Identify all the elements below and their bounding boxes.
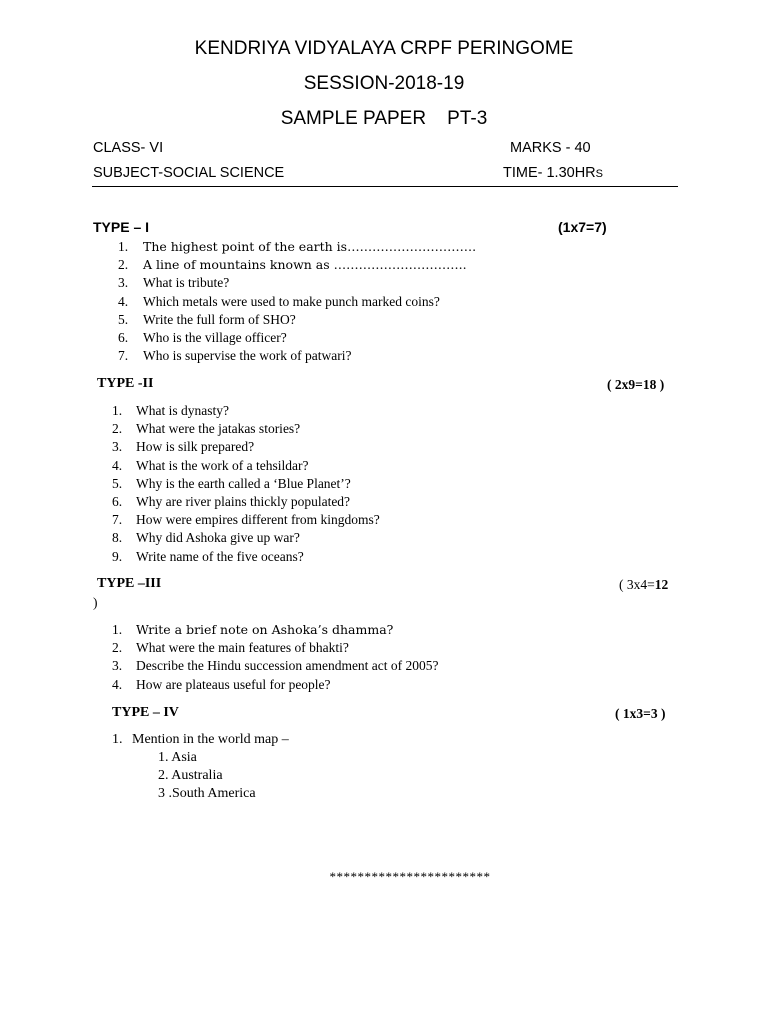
header-divider [92, 186, 678, 187]
time-label-text: TIME- 1.30HR [503, 165, 596, 181]
type4-question [112, 732, 289, 748]
type2-marks: ( 2x9=18 ) [607, 377, 665, 392]
map-item-australia: 2. Australia [158, 768, 223, 783]
type1-marks: (1x7=7) [558, 219, 607, 235]
type4-question-number: 1. [112, 732, 123, 747]
time-label [503, 165, 603, 181]
type4-question-text: Mention in the world map – [132, 732, 289, 747]
class-label: CLASS- VI [93, 140, 164, 156]
school-title: KENDRIYA VIDYALAYA CRPF PERINGOME [194, 38, 574, 59]
paper-title: SAMPLE PAPER PT-3 [280, 108, 488, 129]
type3-marks-prefix: ( 3x4= [619, 577, 655, 592]
end-stars: *********************** [329, 869, 491, 884]
type3-heading: TYPE –III [97, 576, 162, 591]
type1-heading: TYPE – I [93, 219, 150, 235]
type4-heading: TYPE – IV [112, 705, 179, 720]
type3-marks-close: ) [93, 595, 98, 610]
map-item-asia: 1. Asia [158, 750, 197, 765]
type4-marks: ( 1x3=3 ) [615, 706, 666, 721]
type3-marks [619, 577, 668, 593]
marks-label: MARKS - 40 [510, 140, 591, 156]
type3-marks-value: 12 [654, 577, 669, 592]
map-item-south-america: 3 .South America [158, 786, 256, 801]
subject-label: SUBJECT-SOCIAL SCIENCE [93, 165, 285, 181]
time-label-suffix: S [595, 168, 604, 180]
type2-heading: TYPE -II [97, 376, 154, 391]
session-title: SESSION-2018-19 [303, 73, 465, 94]
